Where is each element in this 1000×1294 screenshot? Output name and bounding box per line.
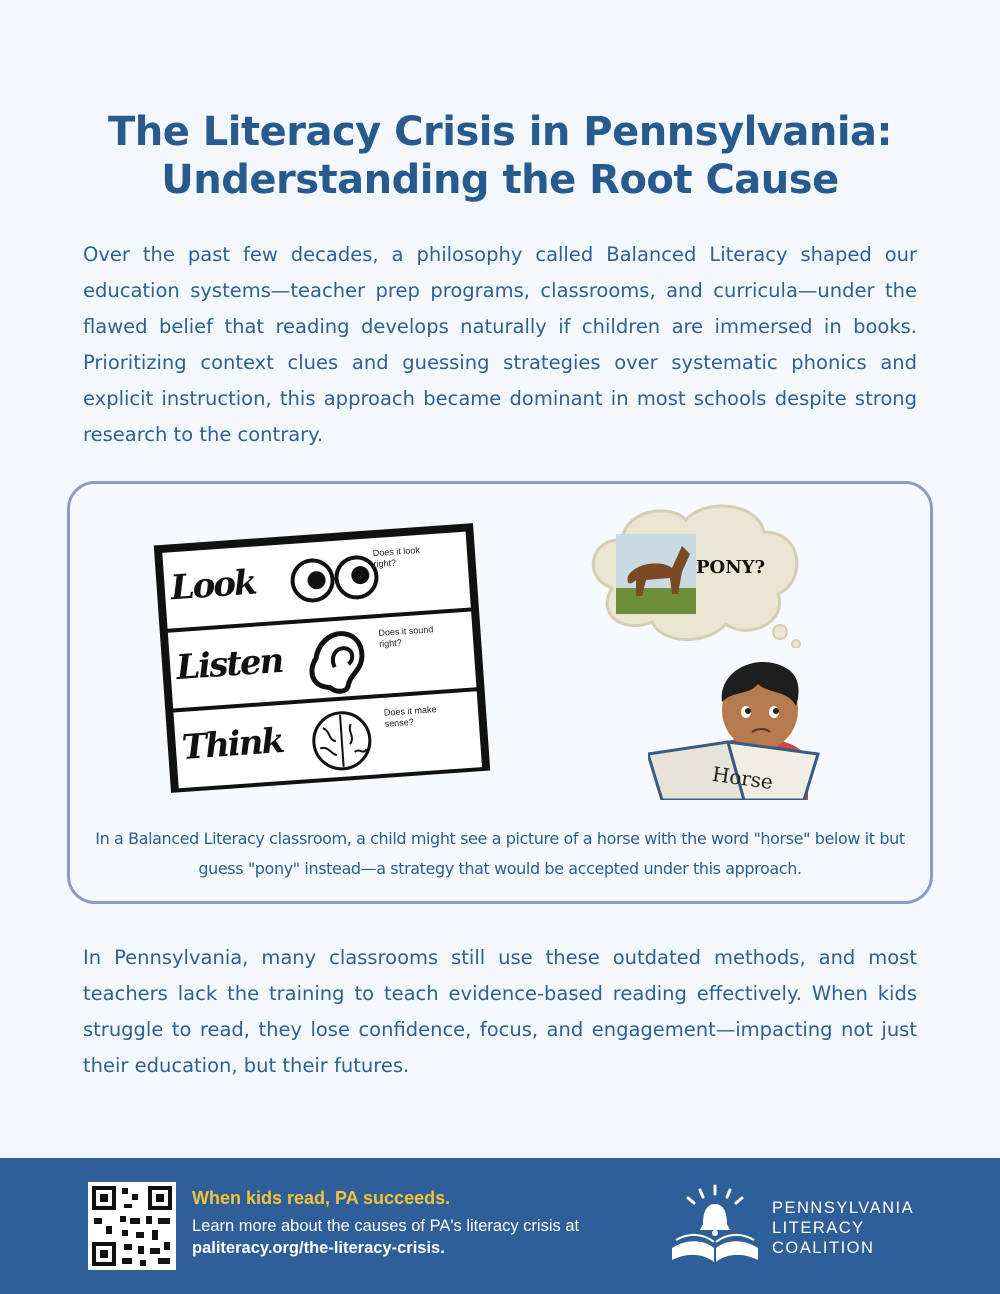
brain-icon <box>292 703 396 778</box>
footer-tagline: When kids read, PA succeeds. <box>192 1188 451 1208</box>
figure-caption: In a Balanced Literacy classroom, a child might see a picture of a horse with the word "horse" below it but guess "pony" instead—a strategy that would be accepted under this approach. <box>95 829 905 878</box>
card-word: Listen <box>174 640 284 689</box>
learn-more-text: Learn more about the causes of PA's literacy crisis at <box>192 1217 580 1235</box>
open-book-bell-logo-icon <box>670 1184 760 1266</box>
footer-learn-more <box>192 1215 612 1259</box>
org-name-line-3: COALITION <box>772 1239 875 1257</box>
card-word: Look <box>169 562 257 609</box>
eyes-icon <box>280 544 384 611</box>
card-question: Does it sound right? <box>378 624 434 649</box>
figure-box <box>67 481 933 904</box>
card-row-think <box>173 691 482 788</box>
ear-icon <box>286 623 390 698</box>
book-label: Horse <box>710 761 775 795</box>
organization-name <box>772 1198 914 1258</box>
org-name-line-1: PENNSYLVANIA <box>772 1199 915 1217</box>
thought-bubble-text: PONY? <box>696 557 766 578</box>
org-name-line-2: LITERACY <box>772 1219 865 1237</box>
card-word: Think <box>180 720 285 768</box>
intro-paragraph: Over the past few decades, a philosophy called Balanced Literacy shaped our education systems—teacher prep programs, classrooms, and curricula—under the flawed belief that reading develops naturally if children are immersed in books. Prioritizing context clues and guessing strategies over systematic phonics and explicit instruction, this approach became dominant in most schools despite strong research to the contrary. <box>83 243 917 446</box>
literacy-crisis-link[interactable]: paliteracy.org/the-literacy-crisis. <box>192 1239 445 1257</box>
qr-code-icon[interactable] <box>88 1182 176 1270</box>
card-question: Does it look right? <box>372 544 421 570</box>
page-title <box>0 108 1000 204</box>
title-line-1: The Literacy Crisis in Pennsylvania: <box>107 109 893 155</box>
strategy-card <box>154 523 491 793</box>
card-question: Does it make sense? <box>383 704 437 729</box>
closing-paragraph: In Pennsylvania, many classrooms still use these outdated methods, and most teachers lack the training to teach evidence-based reading effectively. When kids struggle to read, they lose confidence, focus, and engagement—impacting not just their education, but their futures. <box>83 946 917 1077</box>
title-line-2: Understanding the Root Cause <box>161 157 839 203</box>
footer <box>0 1158 1000 1294</box>
